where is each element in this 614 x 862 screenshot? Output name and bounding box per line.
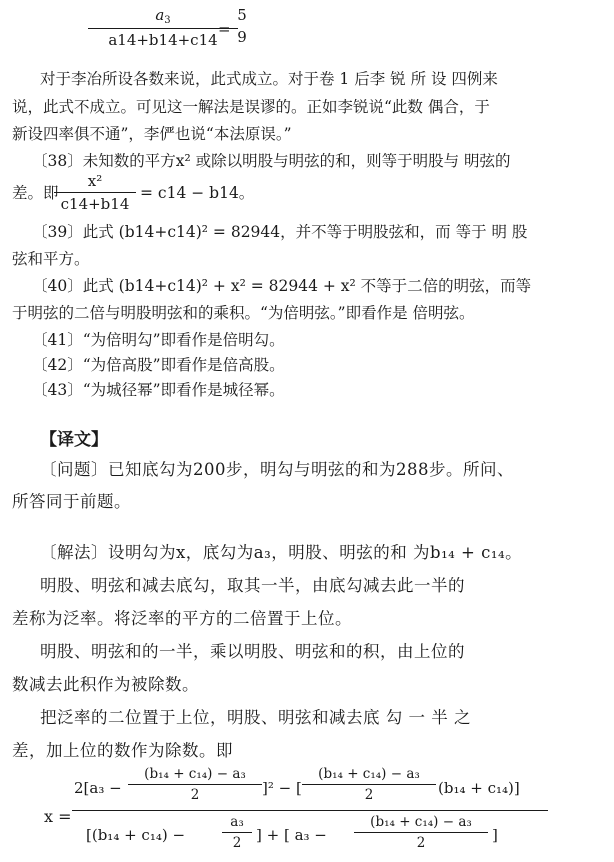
problem-line-1: 〔问题〕已知底勾为200步，明勾与明弦的和为288步。所问、 xyxy=(40,460,514,479)
solution-line-5: 数减去此积作为被除数。 xyxy=(12,675,199,694)
formula-num-frac-2-numerator: (b₁₄ + c₁₄) − a₃ xyxy=(318,766,420,782)
formula-den-part-3: ] xyxy=(492,826,498,844)
formula-den-part-1: [(b₁₄ + c₁₄) − xyxy=(86,826,186,844)
formula-den-frac-1 xyxy=(222,814,252,851)
solution-line-6: 把泛率的二位置于上位，明股、明弦和减去底 勾 一 半 之 xyxy=(40,708,471,727)
solution-line-1: 〔解法〕设明勾为x，底勾为a₃，明股、明弦的和 为b₁₄ + c₁₄。 xyxy=(40,543,523,562)
formula-main-bar xyxy=(72,810,548,811)
translation-header: 【译文】 xyxy=(40,430,108,450)
note-40-line-2: 于明弦的二倍与明股明弦和的乘积。“为倍明弦。”即看作是 倍明弦。 xyxy=(12,304,475,322)
formula-num-frac-1-denominator: 2 xyxy=(190,787,200,803)
note-38-line-2-suffix: = c14 − b14。 xyxy=(140,184,255,202)
para-a-line-1: 对于李冶所设各数来说，此式成立。对于卷 1 后李 锐 所 设 四例来 xyxy=(40,70,498,88)
formula-num-part-3: (b₁₄ + c₁₄)] xyxy=(438,779,520,797)
note-40-line-1: 〔40〕此式 (b14+c14)² + x² = 82944 + x² 不等于二倍的明弦，而等 xyxy=(32,277,532,295)
formula-num-frac-1-numerator: (b₁₄ + c₁₄) − a₃ xyxy=(144,766,246,782)
formula-num-frac-1 xyxy=(128,766,262,803)
top-value-numerator: 5 xyxy=(237,6,247,24)
formula-lhs: x = xyxy=(44,807,72,826)
note-41: 〔41〕“为倍明勾”即看作是倍明勾。 xyxy=(32,331,285,349)
note-38-line-1: 〔38〕未知数的平方x² 或除以明股与明弦的和，则等于明股与 明弦的 xyxy=(32,152,511,170)
solution-line-7: 差，加上位的数作为除数。即 xyxy=(12,741,233,760)
top-equals: = xyxy=(218,20,231,38)
formula-den-frac-2-denominator: 2 xyxy=(416,835,426,851)
formula-den-frac-2 xyxy=(354,814,488,851)
top-fraction-denominator: a14+b14+c14 xyxy=(108,31,218,49)
solution-line-2: 明股、明弦和减去底勾，取其一半，由底勾减去此一半的 xyxy=(40,576,465,595)
top-value-fraction xyxy=(230,6,254,46)
formula-den-frac-1-denominator: 2 xyxy=(232,835,242,851)
formula-den-part-2: ] + [ a₃ − xyxy=(256,826,327,844)
problem-line-2: 所答同于前题。 xyxy=(12,492,131,511)
note-38-line-2-prefix: 差。即 xyxy=(12,184,59,202)
note-39-line-1: 〔39〕此式 (b14+c14)² = 82944，并不等于明股弦和，而 等于 明 股 xyxy=(32,223,528,241)
formula-num-part-2: ]² − [ xyxy=(262,779,302,797)
top-value-denominator: 9 xyxy=(237,28,247,46)
solution-line-4: 明股、明弦和的一半，乘以明股、明弦和的积，由上位的 xyxy=(40,642,465,661)
note-43: 〔43〕“为城径幂”即看作是城径幂。 xyxy=(32,381,285,399)
note-42: 〔42〕“为倍高股”即看作是倍高股。 xyxy=(32,356,285,374)
note-39-line-2: 弦和平方。 xyxy=(12,250,90,268)
top-fraction-numerator: $a_3$ xyxy=(155,6,171,26)
note-38-fraction xyxy=(54,172,136,213)
formula-num-frac-2 xyxy=(302,766,436,803)
formula-num-part-1: 2[a₃ − xyxy=(74,779,122,797)
para-a-line-2: 说，此式不成立。可见这一解法是误谬的。正如李锐说“此数 偶合，于 xyxy=(12,98,490,116)
para-a-line-3: 新设四率俱不通”，李俨也说“本法原误。” xyxy=(12,125,292,143)
top-fraction xyxy=(88,6,238,49)
note-38-fraction-denominator: c14+b14 xyxy=(60,195,130,213)
solution-line-3: 差称为泛率。将泛率的平方的二倍置于上位。 xyxy=(12,609,352,628)
formula-num-frac-2-denominator: 2 xyxy=(364,787,374,803)
formula-den-frac-1-numerator: a₃ xyxy=(230,814,244,830)
note-38-fraction-numerator: x² xyxy=(87,172,103,190)
formula-den-frac-2-numerator: (b₁₄ + c₁₄) − a₃ xyxy=(370,814,472,830)
